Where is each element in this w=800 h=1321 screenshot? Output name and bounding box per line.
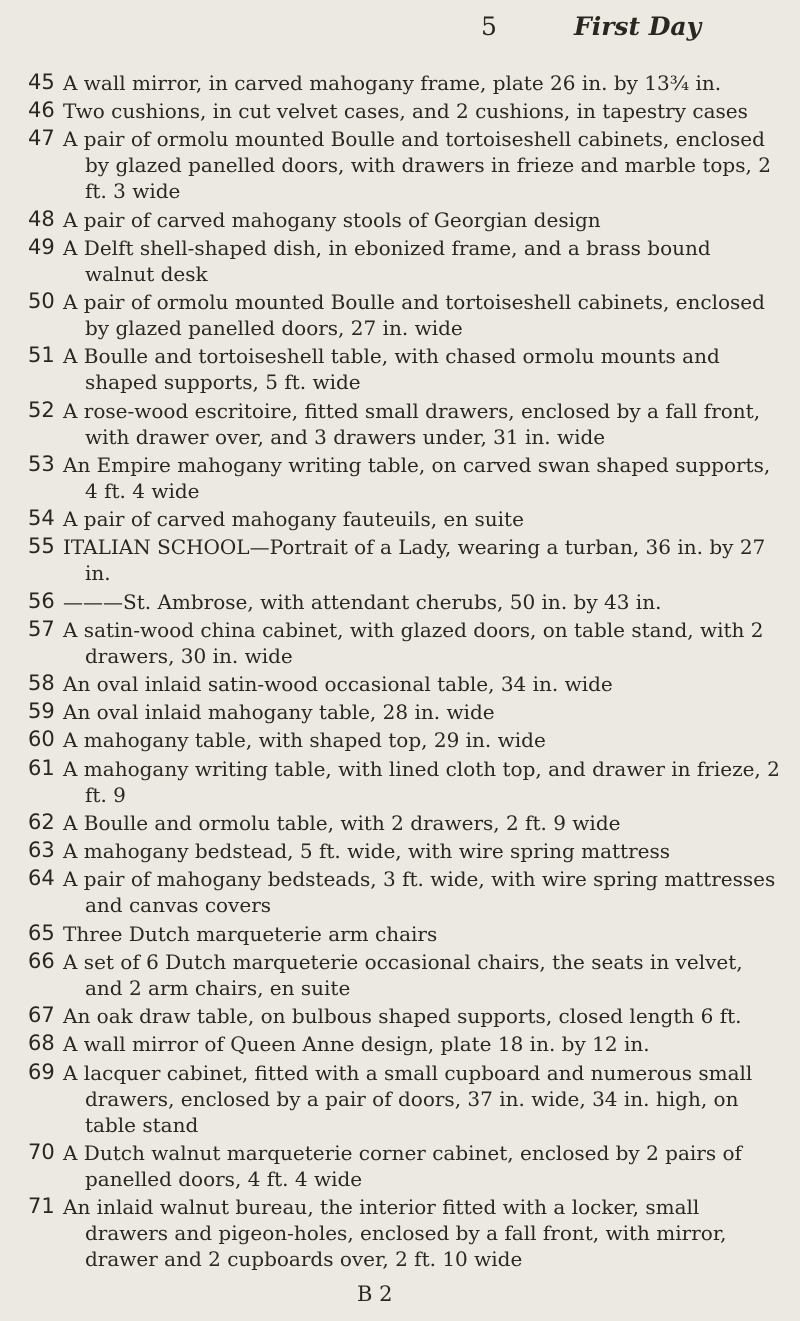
- lot-number: 65: [28, 921, 55, 945]
- lot-description: A pair of ormolu mounted Boulle and tortoiseshell cabinets, enclosed by glazed panelled doors, 27 in. wide: [63, 290, 765, 340]
- lot-number: 71: [28, 1194, 55, 1218]
- lot-description: A wall mirror, in carved mahogany frame, plate 26 in. by 13¾ in.: [63, 71, 722, 95]
- lot-number: 58: [28, 671, 55, 695]
- lot-number: 47: [28, 126, 55, 150]
- lot-number: 64: [28, 866, 55, 890]
- lot-number: 59: [28, 699, 55, 723]
- lot-description: A wall mirror of Queen Anne design, plate 18 in. by 12 in.: [63, 1032, 650, 1056]
- signature-mark: B 2: [357, 1282, 393, 1306]
- lot-description: A pair of carved mahogany fauteuils, en suite: [63, 507, 524, 531]
- lot-description: A Delft shell-shaped dish, in ebonized frame, and a brass bound walnut desk: [63, 236, 711, 286]
- lot-description: ———St. Ambrose, with attendant cherubs, 50 in. by 43 in.: [63, 590, 662, 614]
- lot-number: 66: [28, 949, 55, 973]
- lot-description: An oval inlaid satin-wood occasional table, 34 in. wide: [63, 672, 613, 696]
- lot-description: A rose-wood escritoire, fitted small drawers, enclosed by a fall front, with drawer over, and 3 drawers under, 31 in. wide: [63, 399, 761, 449]
- lot-description: A mahogany bedstead, 5 ft. wide, with wire spring mattress: [63, 839, 671, 863]
- lot-number: 48: [28, 207, 55, 231]
- lot-number: 52: [28, 398, 55, 422]
- lot-description: An inlaid walnut bureau, the interior fitted with a locker, small drawers and pigeon-holes, enclosed by a fall front, with mirror, drawer and 2 cupboards over, 2 ft. 10 wide: [63, 1195, 727, 1271]
- lot-number: 56: [28, 589, 55, 613]
- lot-description: An oval inlaid mahogany table, 28 in. wide: [63, 700, 495, 724]
- lot-description: A Boulle and ormolu table, with 2 drawers, 2 ft. 9 wide: [63, 811, 621, 835]
- lot-number: 62: [28, 810, 55, 834]
- lot-description: A lacquer cabinet, fitted with a small cupboard and numerous small drawers, enclosed by a pair of doors, 37 in. wide, 34 in. high, on table stand: [63, 1061, 753, 1137]
- lot-number: 49: [28, 235, 55, 259]
- lot-description: An Empire mahogany writing table, on carved swan shaped supports, 4 ft. 4 wide: [63, 453, 771, 503]
- running-title: First Day: [574, 12, 702, 41]
- lot-description: A pair of mahogany bedsteads, 3 ft. wide, with wire spring mattresses and canvas covers: [63, 867, 776, 917]
- lot-description: A mahogany table, with shaped top, 29 in. wide: [63, 728, 546, 752]
- lot-number: 51: [28, 343, 55, 367]
- lot-description: An oak draw table, on bulbous shaped supports, closed length 6 ft.: [63, 1004, 742, 1028]
- lot-description: ITALIAN SCHOOL—Portrait of a Lady, wearing a turban, 36 in. by 27 in.: [63, 535, 766, 585]
- lot-description: A Boulle and tortoiseshell table, with chased ormolu mounts and shaped supports, 5 ft. wide: [63, 344, 720, 394]
- lot-number: 45: [28, 70, 55, 94]
- lot-number: 46: [28, 98, 55, 122]
- lot-number: 55: [28, 534, 55, 558]
- lot-description: A set of 6 Dutch marqueterie occasional chairs, the seats in velvet, and 2 arm chairs, en suite: [63, 950, 743, 1000]
- lot-number: 63: [28, 838, 55, 862]
- lot-description: A pair of ormolu mounted Boulle and tortoiseshell cabinets, enclosed by glazed panelled doors, with drawers in frieze and marble tops, 2 ft. 3 wide: [63, 127, 771, 203]
- lot-number: 53: [28, 452, 55, 476]
- page-header: [0, 12, 800, 42]
- lot-number: 61: [28, 756, 55, 780]
- lot-description: Two cushions, in cut velvet cases, and 2 cushions, in tapestry cases: [63, 99, 748, 123]
- lot-number: 69: [28, 1060, 55, 1084]
- lot-description: A pair of carved mahogany stools of Georgian design: [63, 208, 601, 232]
- page-number: 5: [481, 12, 497, 41]
- lot-number: 70: [28, 1140, 55, 1164]
- lot-number: 57: [28, 617, 55, 641]
- lot-number: 67: [28, 1003, 55, 1027]
- lot-number: 50: [28, 289, 55, 313]
- lot-description: A satin-wood china cabinet, with glazed doors, on table stand, with 2 drawers, 30 in. wide: [63, 618, 764, 668]
- lot-number: 54: [28, 506, 55, 530]
- lot-description: Three Dutch marqueterie arm chairs: [63, 922, 438, 946]
- lot-description: A Dutch walnut marqueterie corner cabinet, enclosed by 2 pairs of panelled doors, 4 ft. 4 wide: [63, 1141, 742, 1191]
- lot-description: A mahogany writing table, with lined cloth top, and drawer in frieze, 2 ft. 9: [63, 757, 780, 807]
- lot-number: 68: [28, 1031, 55, 1055]
- lot-number: 60: [28, 727, 55, 751]
